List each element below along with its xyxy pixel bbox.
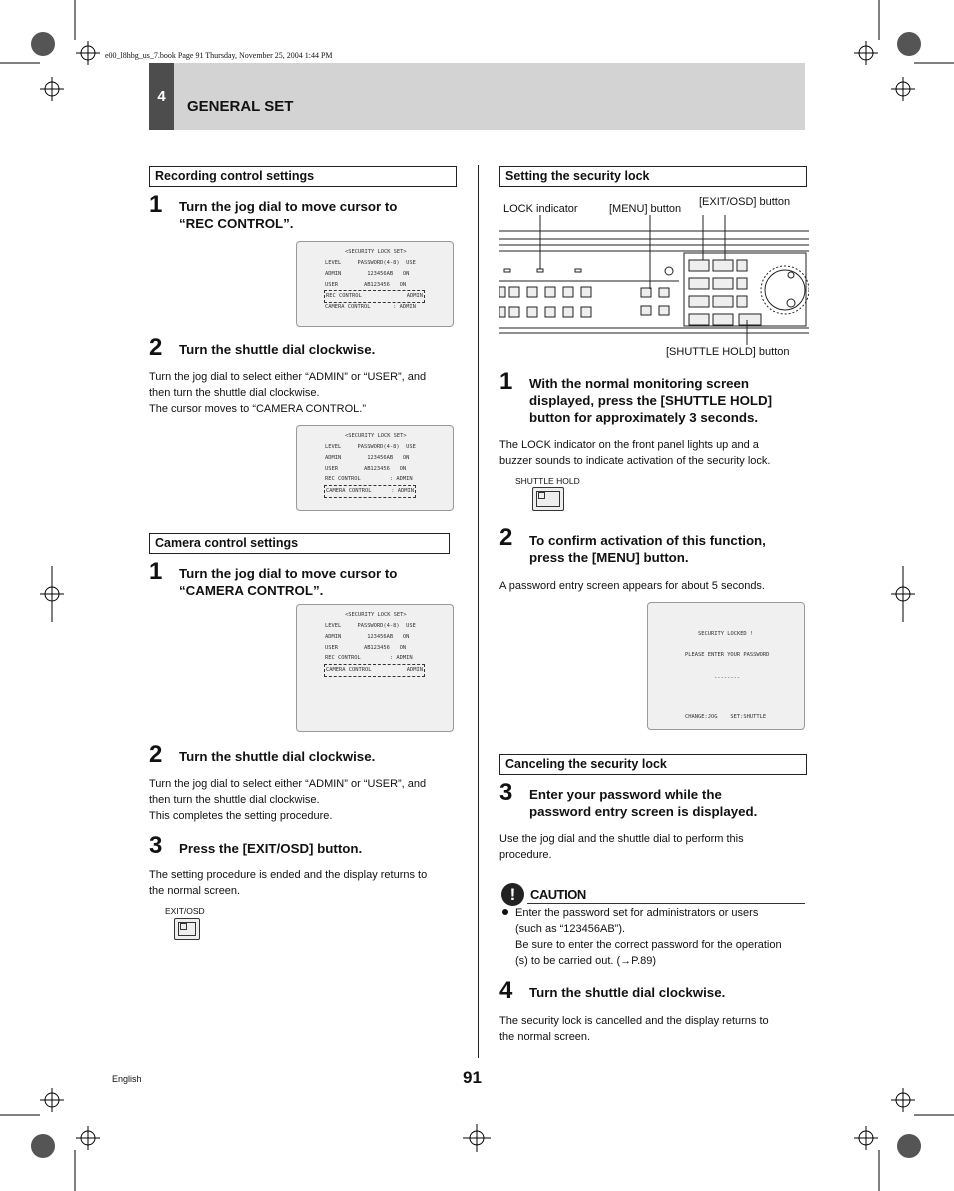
step-text: Turn the shuttle dial clockwise. <box>179 749 376 764</box>
step-text: Press the [EXIT/OSD] button. <box>179 841 363 856</box>
chapter-title: GENERAL SET <box>187 98 294 115</box>
caution-rule <box>527 903 805 904</box>
osd-title: <SECURITY LOCK SET> <box>345 249 407 255</box>
body-text: Use the jog dial and the shuttle dial to perform this procedure. <box>499 833 744 861</box>
osd-screen-password: SECURITY LOCKED ! PLEASE ENTER YOUR PASSWORD -------- CHANGE:JOG SET:SHUTTLE <box>647 602 805 730</box>
step-number: 2 <box>149 334 163 361</box>
section-heading-security-lock: Setting the security lock <box>499 166 807 187</box>
caution-text: Enter the password set for administrators or users (such as “123456AB”). Be sure to enter the correct password for the operation (s) to be carried out. (→P.89) <box>515 907 782 967</box>
label-shuttle-hold-button: [SHUTTLE HOLD] button <box>666 346 790 358</box>
step-number: 3 <box>499 779 513 806</box>
book-info: e00_l8hbg_us_7.book Page 91 Thursday, November 25, 2004 1:44 PM <box>105 51 333 60</box>
step-number: 2 <box>499 524 513 551</box>
body-text: A password entry screen appears for about 5 seconds. <box>499 580 765 592</box>
chapter-number: 4 <box>149 63 174 130</box>
osd-cursor-row: CAMERA CONTROL : ADMIN <box>324 485 416 498</box>
body-text: The security lock is cancelled and the display returns to the normal screen. <box>499 1015 769 1043</box>
step-text: With the normal monitoring screen displayed, press the [SHUTTLE HOLD] button for approximately 3 seconds. <box>529 376 773 425</box>
caution-icon: ! <box>501 883 524 906</box>
page-number: 91 <box>463 1068 482 1087</box>
step-number: 1 <box>499 368 513 395</box>
footer-language: English <box>112 1074 142 1084</box>
osd-cursor-row: REC CONTROL ADMIN <box>324 290 425 303</box>
step-text: Turn the jog dial to move cursor to “REC CONTROL”. <box>179 199 398 231</box>
step-number: 3 <box>149 832 163 859</box>
bullet-icon <box>502 909 508 915</box>
osd-screen-rec-2: <SECURITY LOCK SET> LEVEL PASSWORD(4-8) USE ADMIN 123456AB ON USER AB123456 ON REC CONTROL : ADMIN CAMERA CONTROL : ADMIN <box>296 425 454 511</box>
body-text: The LOCK indicator on the front panel lights up and a buzzer sounds to indicate activation of the security lock. <box>499 439 771 467</box>
section-heading-cancel-lock: Canceling the security lock <box>499 754 807 775</box>
exit-osd-label: EXIT/OSD <box>165 906 205 916</box>
step-text: Turn the shuttle dial clockwise. <box>179 342 376 357</box>
step-number: 1 <box>149 191 163 218</box>
label-menu-button: [MENU] button <box>609 203 682 215</box>
section-heading-recording: Recording control settings <box>149 166 457 187</box>
osd-screen-camera: <SECURITY LOCK SET> LEVEL PASSWORD(4-8) USE ADMIN 123456AB ON USER AB123456 ON REC CONTROL : ADMIN CAMERA CONTROL ADMIN <box>296 604 454 732</box>
body-text: Turn the jog dial to select either “ADMIN” or “USER”, and then turn the shuttle dial clockwise. This completes the setting procedure. <box>149 778 427 822</box>
step-number: 1 <box>149 558 163 585</box>
exit-osd-button-icon <box>174 918 200 940</box>
step-number: 4 <box>499 977 513 1004</box>
label-exit-osd-button: [EXIT/OSD] button <box>699 196 791 208</box>
osd-cursor-row: CAMERA CONTROL ADMIN <box>324 664 425 677</box>
section-heading-camera: Camera control settings <box>149 533 450 554</box>
label-lock-indicator: LOCK indicator <box>503 203 578 215</box>
body-text: The setting procedure is ended and the display returns to the normal screen. <box>149 869 428 897</box>
step-text: Enter your password while the password entry screen is displayed. <box>529 787 758 819</box>
step-text: Turn the jog dial to move cursor to “CAMERA CONTROL”. <box>179 566 398 598</box>
front-panel-illustration <box>499 215 809 345</box>
chapter-header-bar <box>149 63 805 130</box>
shuttle-hold-button-icon <box>532 487 564 511</box>
column-divider <box>478 165 479 1058</box>
body-text: Turn the jog dial to select either “ADMIN” or “USER”, and then turn the shuttle dial clockwise. The cursor moves to “CAMERA CONTROL.” <box>149 371 427 415</box>
step-number: 2 <box>149 741 163 768</box>
shuttle-hold-label: SHUTTLE HOLD <box>515 476 580 486</box>
caution-title: CAUTION <box>530 887 586 902</box>
step-text: Turn the shuttle dial clockwise. <box>529 985 726 1000</box>
step-text: To confirm activation of this function, press the [MENU] button. <box>529 533 766 565</box>
osd-screen-rec: <SECURITY LOCK SET> LEVEL PASSWORD(4-8) USE ADMIN 123456AB ON USER AB123456 ON REC CONTROL ADMIN CAMERA CONTROL : ADMIN <box>296 241 454 327</box>
